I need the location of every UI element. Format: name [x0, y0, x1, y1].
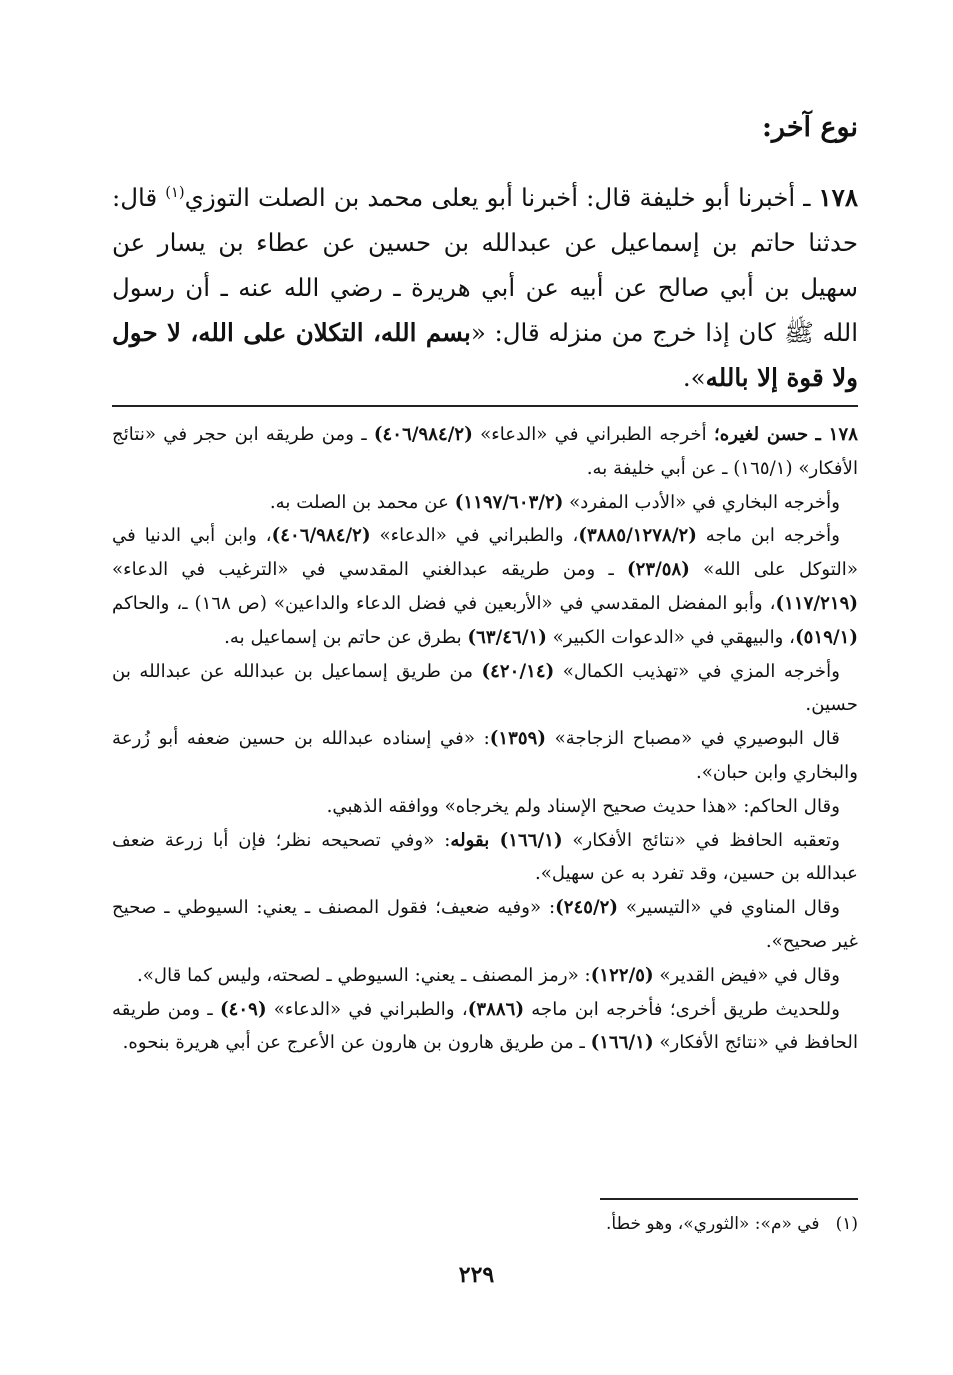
hadith-quote: بسم الله، التكلان على الله، لا حول ولا قوة إلا بالله: [112, 318, 858, 393]
hadith-text-part-2: قال: حدثنا حاتم بن إسماعيل عن عبدالله بن حسين عن عطاء بن يسار عن سهيل بن أبي صالح عن أبيه عن أبي هريرة ـ رضي الله عنه ـ أن رسول الله ﷺ كان إذا خرج من منزله قال: «: [112, 183, 858, 348]
note-reference: (١٦٦/١): [499, 829, 563, 851]
note-reference: (٣٨٨٦): [467, 998, 525, 1020]
note-paragraph: [112, 486, 858, 520]
note-paragraph: [112, 655, 858, 723]
note-text: ، والبيهقي في «الدعوات الكبير»: [546, 626, 796, 648]
footnote-separator: [600, 1198, 858, 1200]
note-number: ١٧٨ ـ: [815, 424, 858, 445]
note-paragraph: [112, 959, 858, 993]
note-text: ـ ومن طريقه ابن حجر في «نتائج الأفكار» (١٦٥/١) ـ عن أبي خليفة به.: [112, 424, 858, 479]
note-text: عن محمد بن الصلت به.: [269, 491, 455, 513]
note-reference: (٤٠٦/٩٨٤/٢): [373, 424, 473, 445]
page-number: ٢٢٩: [458, 1262, 495, 1288]
note-text: ـ من طريق هارون بن هارون عن الأعرج عن أبي هريرة بنحوه.: [122, 1032, 591, 1054]
section-heading: نوع آخر:: [761, 112, 858, 143]
note-reference: (٤٠٦/٩٨٤/٢): [271, 525, 371, 547]
note-text: من طريق إسماعيل بن عبدالله عن عبدالله بن حسين.: [112, 660, 858, 716]
note-paragraph: [112, 993, 858, 1061]
hadith-text-part-3: ».: [682, 363, 706, 393]
note-reference: (١١٩٧/٦٠٣/٢): [454, 491, 564, 513]
note-text: وأخرجه المزي في «تهذيب الكمال»: [554, 660, 840, 682]
note-reference: (١٣٥٩): [489, 728, 547, 750]
note-reference: (٢٣/٥٨): [626, 559, 690, 581]
note-paragraph: [112, 722, 858, 790]
note-paragraph: [112, 418, 858, 486]
hadith-text: [112, 170, 858, 400]
note-reference: (٤٢٠/١٤): [481, 660, 555, 682]
hadith-number: ١٧٨: [818, 183, 858, 213]
note-grade: حسن لغيره؛: [713, 424, 809, 445]
note-text: : «رمز المصنف ـ يعني: السيوطي ـ لصحته، وليس كما قال».: [137, 964, 591, 986]
footnote-reference: (١): [165, 184, 185, 201]
note-reference: (٤٠٩): [220, 998, 267, 1020]
note-text: ، والطبراني في «الدعاء»: [266, 998, 468, 1020]
footnote-number: (١): [835, 1214, 858, 1234]
note-text: قال البوصيري في «مصباح الزجاجة»: [546, 728, 840, 750]
note-text: بطرق عن حاتم بن إسماعيل به.: [224, 626, 468, 648]
note-text: وقال في «فيض القدير»: [653, 964, 840, 986]
note-text: ، وأبو المفضل المقدسي في «الأربعين في فضل الدعاء والداعين» (ص ١٦٨) ـ، والحاكم: [112, 592, 776, 614]
note-reference: (٦٣/٤٦/١): [467, 626, 547, 648]
note-text: وأخرجه البخاري في «الأدب المفرد»: [563, 491, 840, 513]
note-reference: (١١٧/٢١٩): [775, 592, 858, 614]
footnote-text: في «م»: «الثوري»، وهو خطأ.: [605, 1214, 820, 1234]
note-text: ـ ومن طريقه عبدالغني المقدسي في «الترغيب في الدعاء»: [112, 559, 627, 581]
note-text: وقال المناوي في «التيسير»: [618, 897, 840, 919]
note-text: وقال الحاكم: «هذا حديث صحيح الإسناد ولم يخرجاه» ووافقه الذهبي.: [326, 795, 840, 817]
note-reference: (٣٨٨٥/١٢٧٨/٢): [578, 525, 697, 547]
note-text: أخرجه الطبراني في «الدعاء»: [472, 424, 714, 445]
note-paragraph: [112, 891, 858, 959]
footnote: [606, 1214, 858, 1234]
note-reference: (١٦٦/١): [590, 1032, 654, 1054]
commentary-notes: [112, 418, 858, 1060]
note-text: ، وابن أبي الدنيا في «التوكل على الله»: [112, 525, 858, 581]
note-paragraph: [112, 824, 858, 892]
note-reference: (٢٤٥/٢): [555, 897, 619, 919]
note-text: : «وفيه ضعيف؛ فقول المصنف ـ يعني: السيوطي ـ صحيح غير صحيح».: [112, 897, 858, 952]
note-text: وأخرجه ابن ماجه: [696, 525, 840, 547]
note-emphasis: بقوله: [450, 829, 500, 851]
note-paragraph: [112, 790, 858, 824]
hadith-text-part-1: ـ أخبرنا أبو خليفة قال: أخبرنا أبو يعلى محمد بن الصلت التوزي: [184, 183, 819, 213]
note-text: ، والطبراني في «الدعاء»: [370, 525, 579, 547]
note-text: وتعقبه الحافظ في «نتائج الأفكار»: [562, 829, 840, 851]
note-reference: (١٢٢/٥): [590, 964, 654, 986]
note-text: ـ ومن طريقه الحافظ في «نتائج الأفكار»: [112, 998, 858, 1054]
note-text: : «في إسناده عبدالله بن حسين ضعفه أبو زُرعة والبخاري وابن حبان».: [112, 728, 858, 783]
note-text: وللحديث طريق أخرى؛ فأخرجه ابن ماجه: [524, 998, 840, 1020]
note-paragraph: [112, 519, 858, 654]
note-reference: (٥١٩/١): [795, 626, 858, 648]
note-text: : «وفي تصحيحه نظر؛ فإن أبا زرعة ضعف عبدالله بن حسين، وقد تفرد به عن سهيل».: [112, 829, 858, 885]
separator-rule: [112, 405, 858, 407]
